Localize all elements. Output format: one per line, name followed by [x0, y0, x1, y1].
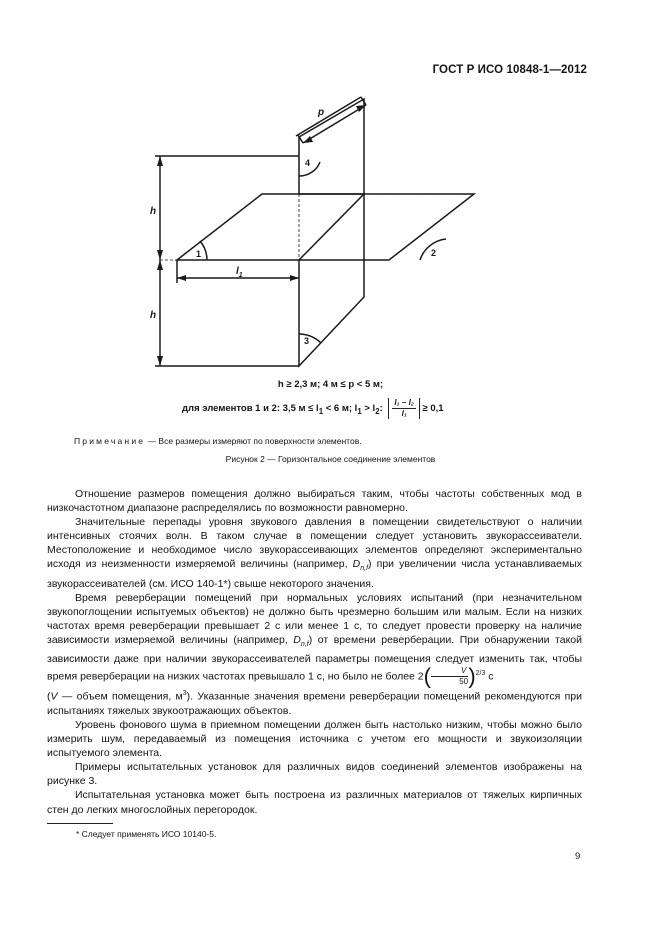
label-angle-4: 4 — [305, 158, 311, 168]
arrow-l1-right — [290, 275, 299, 281]
label-l1: $l_1$ — [236, 266, 243, 279]
figure-note: Примечание — Все размеры измеряют по поверхности элементов. — [74, 436, 362, 446]
formula-line-1: h ≥ 2,3 м; 4 м ≤ p < 5 м; — [277, 379, 384, 390]
arrow-mid-up — [157, 250, 163, 260]
paragraph-3: Время реверберации помещений при нормальных условиях испытаний (при незначительном звукопоглощении испытуемых объектов) не должно быть чрезмерно большим или малым. Если на низких частотах время реверберации превышает 2 с или менее 1 с, то следует провести проверку на наличие зависимости измеряемой величины (например, $D_{n,f}$) от времени реверберации. При обнаружении такой зависимости даже при наличии звукорассеивателей параметры помещения следует изменить так, чтобы время реверберации на низких частотах превышало 1 с, но было не более 2( $\frac{V}{50}$ )$^{2/3}$ с — [47, 591, 582, 689]
body-text — [47, 487, 582, 817]
label-angle-3: 3 — [304, 336, 310, 346]
paragraph-5: Уровень фонового шума в приемном помещении должен быть настолько низким, чтобы можно было измерить шум, передаваемый из помещения источника с учетом его мощности и звукоизоляции испытуемого элемента. — [47, 719, 582, 760]
angle-arc-3 — [299, 334, 321, 343]
footnote-separator — [47, 823, 113, 824]
figure-caption: Рисунок 2 — Горизонтальное соединение элементов — [225, 454, 436, 464]
formula-line-2: для элементов 1 и 2: 3,5 $м \le l_1 < 6$ м; $l_1 > l_2$: $\frac{\text{l₁ − l₂}}{\text{l₁}}$ ≥ 0,1 — [182, 398, 444, 418]
label-p: p — [318, 107, 325, 118]
label-h-top: h — [150, 206, 157, 217]
arrow-top — [157, 156, 163, 166]
floor-element — [177, 194, 474, 260]
paragraph-6: Примеры испытательных установок для различных видов соединений элементов изображены на рисунке 3. — [47, 761, 582, 788]
label-angle-2: 2 — [431, 248, 437, 258]
angle-arc-1 — [200, 241, 207, 260]
page-number: 9 — [575, 851, 581, 862]
document-header: ГОСТ Р ИСО 10848-1—2012 — [432, 64, 587, 76]
horizontal-junction-figure — [0, 0, 661, 420]
arrow-l1-left — [177, 275, 186, 281]
paragraph-4: (V — объем помещения, $м^3$). Указанные значения времени реверберации помещений рекомендуются при испытаниях тяжелых звукоотражающих объектов. — [47, 690, 582, 717]
paragraph-2: Значительные перепады уровня звукового давления в помещении свидетельствуют о наличии интенсивных стоячих волн. В таком случае в помещении следует установить звукорассеиватели. Местоположение и необходимое число звукорассеивающих элементов определяют экспериментально исходя из неизменности измеряемой величины (например, $D_{n,f}$) при увеличении числа устанавливаемых звукорассеивателей (см. ИСО 140-1*) свыше некоторого значения. — [47, 516, 582, 590]
label-angle-1: 1 — [196, 249, 202, 259]
paragraph-7: Испытательная установка может быть построена из различных материалов от тяжелых кирпичных стен до легких многослойных перегородок. — [47, 789, 582, 816]
upper-wall-element — [299, 99, 364, 194]
footnote: * Следует применять ИСО 10140-5. — [76, 829, 217, 839]
label-h-bottom: h — [150, 310, 157, 321]
arrow-mid-down — [157, 260, 163, 270]
paragraph-1: Отношение размеров помещения должно выбираться таким, чтобы частоты собственных мод в низкочастотном диапазоне распределялись по возможности равномерно. — [47, 488, 582, 515]
arrow-bottom — [157, 356, 163, 366]
